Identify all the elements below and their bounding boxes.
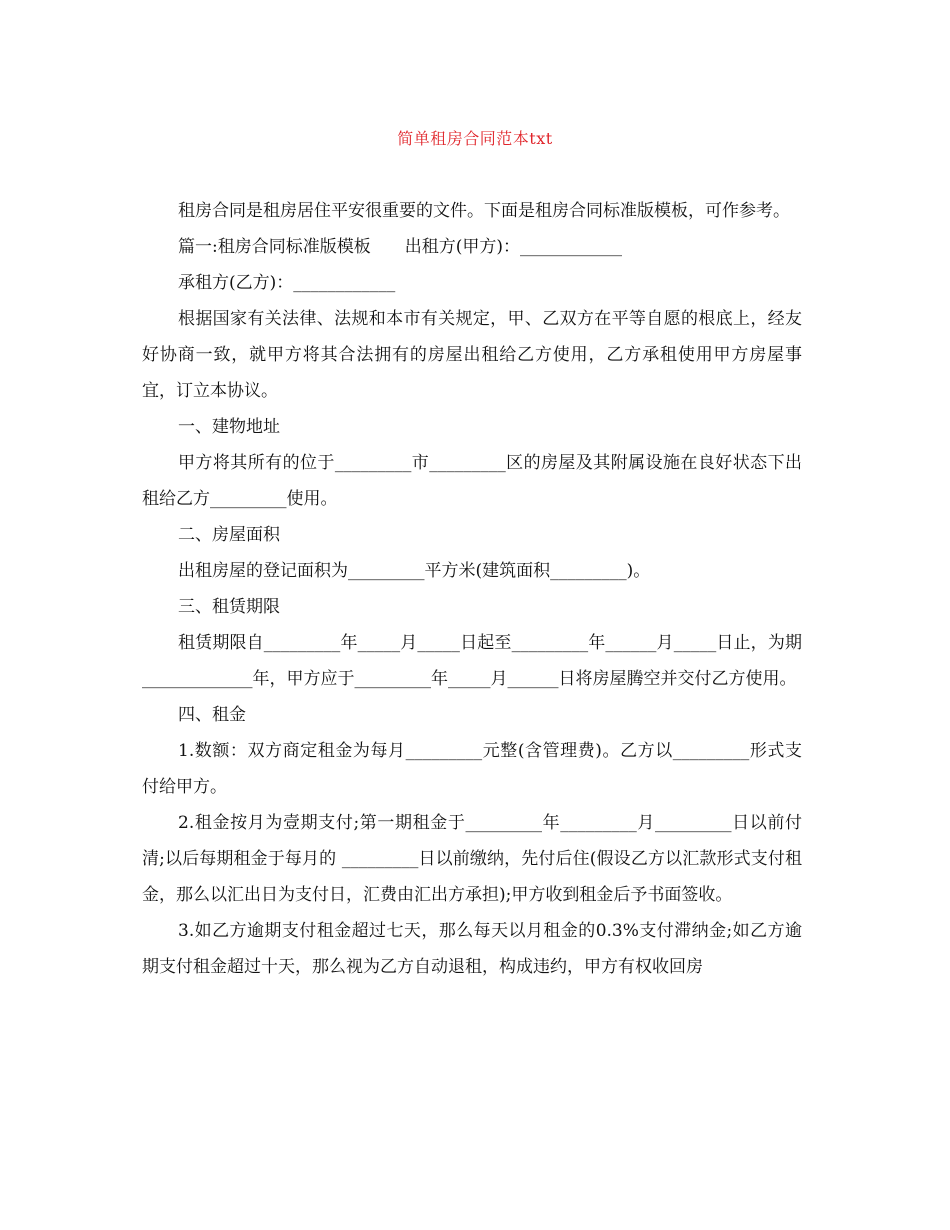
section-heading-address: 一、建物地址	[178, 417, 280, 437]
section-heading-area: 二、房屋面积	[178, 525, 280, 545]
document-title: 简单租房合同范本txt	[397, 129, 553, 148]
rent-clause-1: 1.数额：双方商定租金为每月_________元整(含管理费)。乙方以_________形式支付给甲方。	[142, 741, 802, 797]
rent-clause-2: 2.租金按月为壹期支付;第一期租金于_________年_________月_________日以前付清;以后每期租金于每月的 _________日以前缴纳，先付后住(假设乙方以汇款形式支付租金，那么以汇出日为支付日，汇费由汇出方承担);甲方收到租金后予书面签收。	[142, 813, 802, 905]
section-heading-term: 三、租赁期限	[178, 597, 280, 617]
area-paragraph: 出租房屋的登记面积为_________平方米(建筑面积_________)。	[178, 561, 651, 581]
lessor-field: 出租方(甲方)：____________	[404, 237, 622, 257]
section-heading-rent: 四、租金	[178, 705, 246, 725]
intro-paragraph: 租房合同是租房居住平安很重要的文件。下面是租房合同标准版模板，可作参考。	[178, 201, 790, 221]
term-paragraph: 租赁期限自_________年_____月_____日起至_________年______月_____日止，为期_____________年，甲方应于_________年_____月______日将房屋腾空并交付乙方使用。	[142, 633, 802, 689]
address-paragraph: 甲方将其所有的位于_________市_________区的房屋及其附属设施在良好状态下出租给乙方_________使用。	[142, 453, 802, 509]
document-body	[142, 193, 802, 985]
chapter-heading: 篇一:租房合同标准版模板	[178, 237, 371, 257]
chapter-heading-line	[142, 229, 802, 265]
lessee-field: 承租方(乙方)：____________	[178, 273, 396, 293]
preamble-paragraph: 根据国家有关法律、法规和本市有关规定，甲、乙双方在平等自愿的根底上，经友好协商一致，就甲方将其合法拥有的房屋出租给乙方使用，乙方承租使用甲方房屋事宜，订立本协议。	[142, 309, 802, 401]
rent-clause-3: 3.如乙方逾期支付租金超过七天，那么每天以月租金的0.3%支付滞纳金;如乙方逾期支付租金超过十天，那么视为乙方自动退租，构成违约，甲方有权收回房	[142, 921, 802, 977]
